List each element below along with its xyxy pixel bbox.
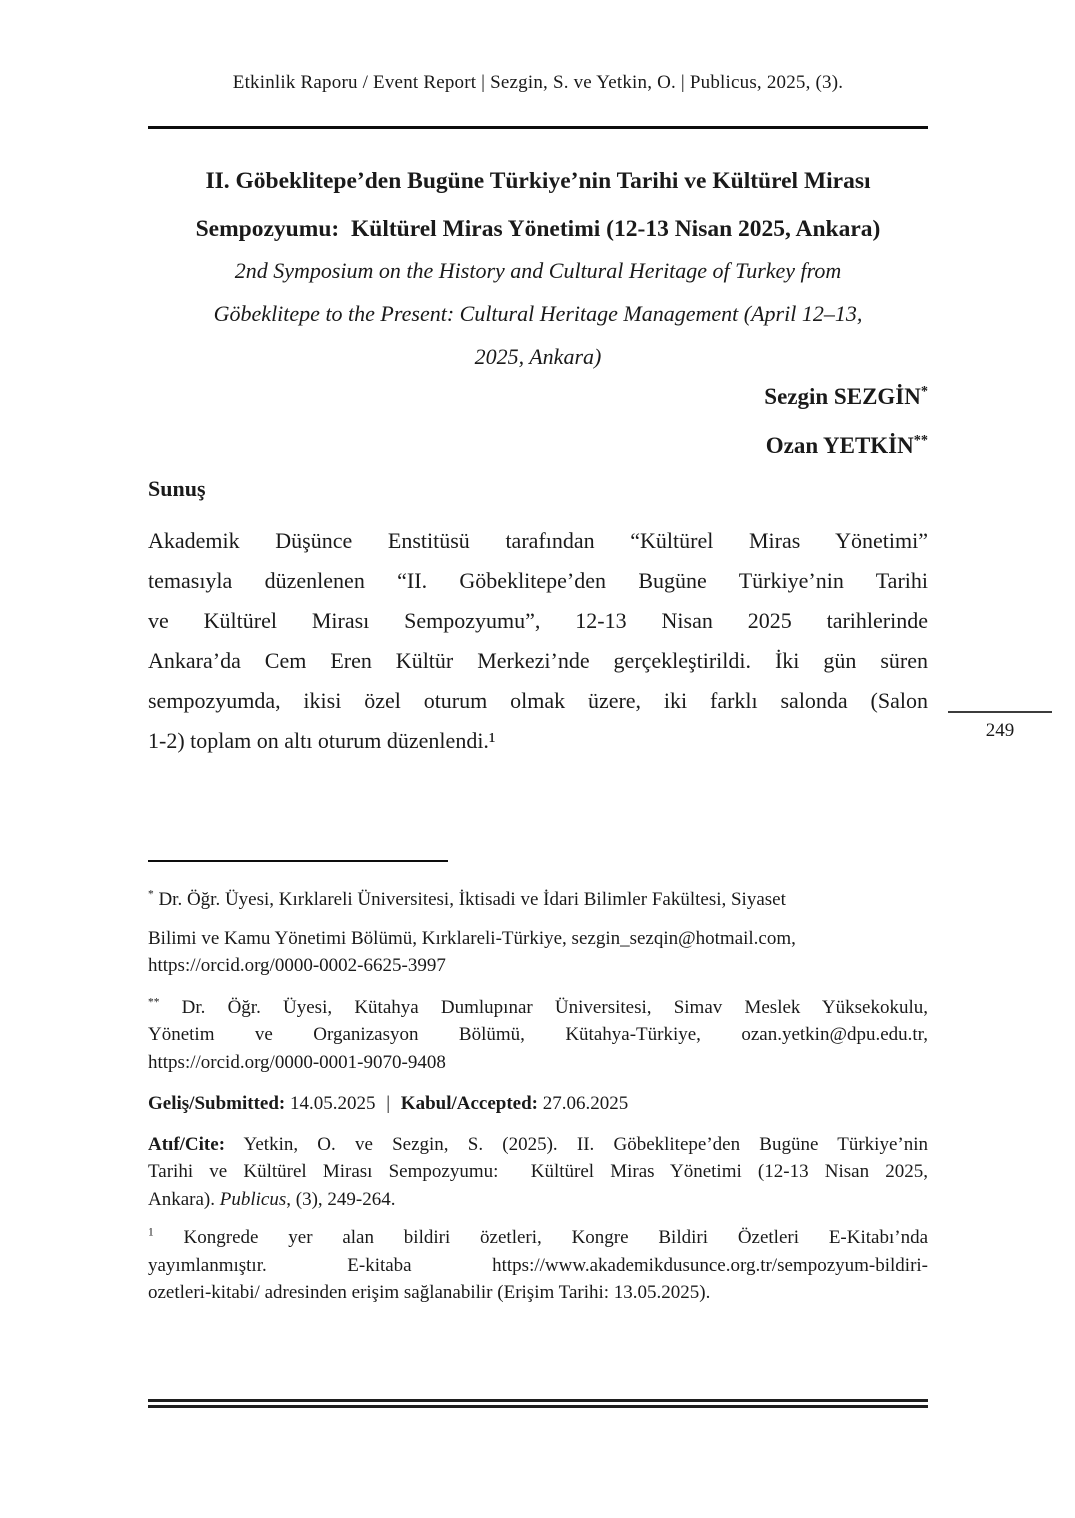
cite-label: Atıf/Cite:	[148, 1133, 226, 1155]
footnote-author-2-line-1: ** Dr. Öğr. Üyesi, Kütahya Dumlupınar Üniversitesi, Simav Meslek Yüksekokulu,	[148, 996, 928, 1018]
journal-name: Publicus	[219, 1188, 287, 1210]
accepted-date: 27.06.2025	[542, 1093, 629, 1114]
citation-block	[148, 1131, 928, 1214]
submitted-label: Geliş/Submitted:	[148, 1093, 286, 1114]
footnote-author-1-orcid: https://orcid.org/0000-0002-6625-3997	[148, 955, 446, 976]
author-1-footnote-marker: *	[920, 383, 928, 400]
text-line: temasıyla düzenlenen “II. Göbeklitepe’den Bugüne Türkiye’nin Tarihi	[148, 568, 928, 593]
author-1	[148, 372, 928, 421]
footnote-1	[148, 1224, 928, 1307]
text-line: Ankara’da Cem Eren Kültür Merkezi’nde gerçekleştirildi. İki gün süren	[148, 648, 928, 673]
accepted-label: Kabul/Accepted:	[400, 1093, 539, 1114]
footnote-author-2-line-2: Yönetim ve Organizasyon Bölümü, Kütahya-Türkiye, ozan.yetkin@dpu.edu.tr,	[148, 1024, 928, 1045]
text-line: Göbeklitepe to the Present: Cultural Heritage Management (April 12–13,	[213, 301, 863, 326]
author-block	[148, 372, 928, 470]
citation-line-1: Atıf/Cite: Yetkin, O. ve Sezgin, S. (2025). II. Göbeklitepe’den Bugüne Türkiye’nin	[148, 1133, 928, 1155]
footnotes-area	[148, 860, 928, 1321]
running-header: Etkinlik Raporu / Event Report | Sezgin, S. ve Yetkin, O. | Publicus, 2025, (3).	[232, 72, 844, 93]
header-rule	[148, 126, 928, 129]
footnote-1-line-1: $^1$ Kongrede yer alan bildiri özetleri, Kongre Bildiri Özetleri E-Kitabı’nda	[148, 1226, 928, 1248]
text-line: sempozyumda, ikisi özel oturum olmak üzere, iki farklı salonda (Salon	[148, 688, 928, 713]
citation-line-2: Tarihi ve Kültürel Mirası Sempozyumu: Kültürel Miras Yönetimi (12-13 Nisan 2025,	[148, 1161, 928, 1182]
footnote-author-1-line-1: * Dr. Öğr. Üyesi, Kırklareli Üniversitesi, İktisadi ve İdari Bilimler Fakültesi, Siyaset	[148, 888, 786, 910]
article-title-turkish	[148, 157, 928, 253]
section-heading: Sunuş	[148, 476, 206, 501]
footnote-author-2-orcid: https://orcid.org/0000-0001-9070-9408	[148, 1051, 446, 1073]
submission-dates	[148, 1090, 928, 1118]
text-line: Akademik Düşünce Enstitüsü tarafından “Kültürel Miras Yönetimi”	[148, 528, 928, 553]
article-title-english	[148, 249, 928, 378]
citation-line-3: Ankara). Publicus, (3), 249-264.	[148, 1188, 396, 1210]
footnote-separator-rule	[148, 860, 448, 862]
footnote-author-1	[148, 886, 928, 980]
footnote-author-2	[148, 994, 928, 1077]
author-1-name: Sezgin SEZGİN	[764, 384, 921, 409]
author-2-footnote-marker: **	[913, 432, 928, 449]
author-2	[148, 421, 928, 470]
text-line: ve Kültürel Mirası Sempozyumu”, 12-13 Nisan 2025 tarihlerinde	[148, 608, 928, 633]
footnote-1-line-2: yayımlanmıştır. E-kitaba https://www.akademikdusunce.org.tr/sempozyum-bildiri-	[148, 1254, 928, 1276]
margin-page-number-block	[948, 711, 1052, 742]
submitted-date: 14.05.2025	[289, 1093, 376, 1114]
page-number: 249	[985, 720, 1015, 741]
footnote-1-line-3: ozetleri-kitabi/ adresinden erişim sağlanabilir (Erişim Tarihi: 13.05.2025).	[148, 1282, 711, 1303]
intro-paragraph	[148, 521, 928, 761]
text-line: 2025, Ankara)	[474, 344, 602, 369]
text-line: 1-2) toplam on altı oturum düzenlendi.¹	[148, 728, 496, 753]
footnote-double-star-marker: **	[148, 996, 160, 1009]
dates-divider: |	[386, 1093, 391, 1114]
text-line: II. Göbeklitepe’den Bugüne Türkiye’nin Tarihi ve Kültürel Mirası	[205, 168, 871, 194]
text-line: Sempozyumu: Kültürel Miras Yönetimi (12-13 Nisan 2025, Ankara)	[195, 216, 881, 242]
text-line: 2nd Symposium on the History and Cultural Heritage of Turkey from	[234, 258, 842, 283]
footnote-1-marker: 1	[148, 1226, 154, 1239]
footnote-star-marker: *	[148, 888, 154, 901]
author-2-name: Ozan YETKİN	[765, 433, 914, 458]
footnote-author-1-line-2: Bilimi ve Kamu Yönetimi Bölümü, Kırklareli-Türkiye, sezgin_sezqin@hotmail.com,	[148, 927, 796, 949]
footer-double-rule	[148, 1399, 928, 1408]
